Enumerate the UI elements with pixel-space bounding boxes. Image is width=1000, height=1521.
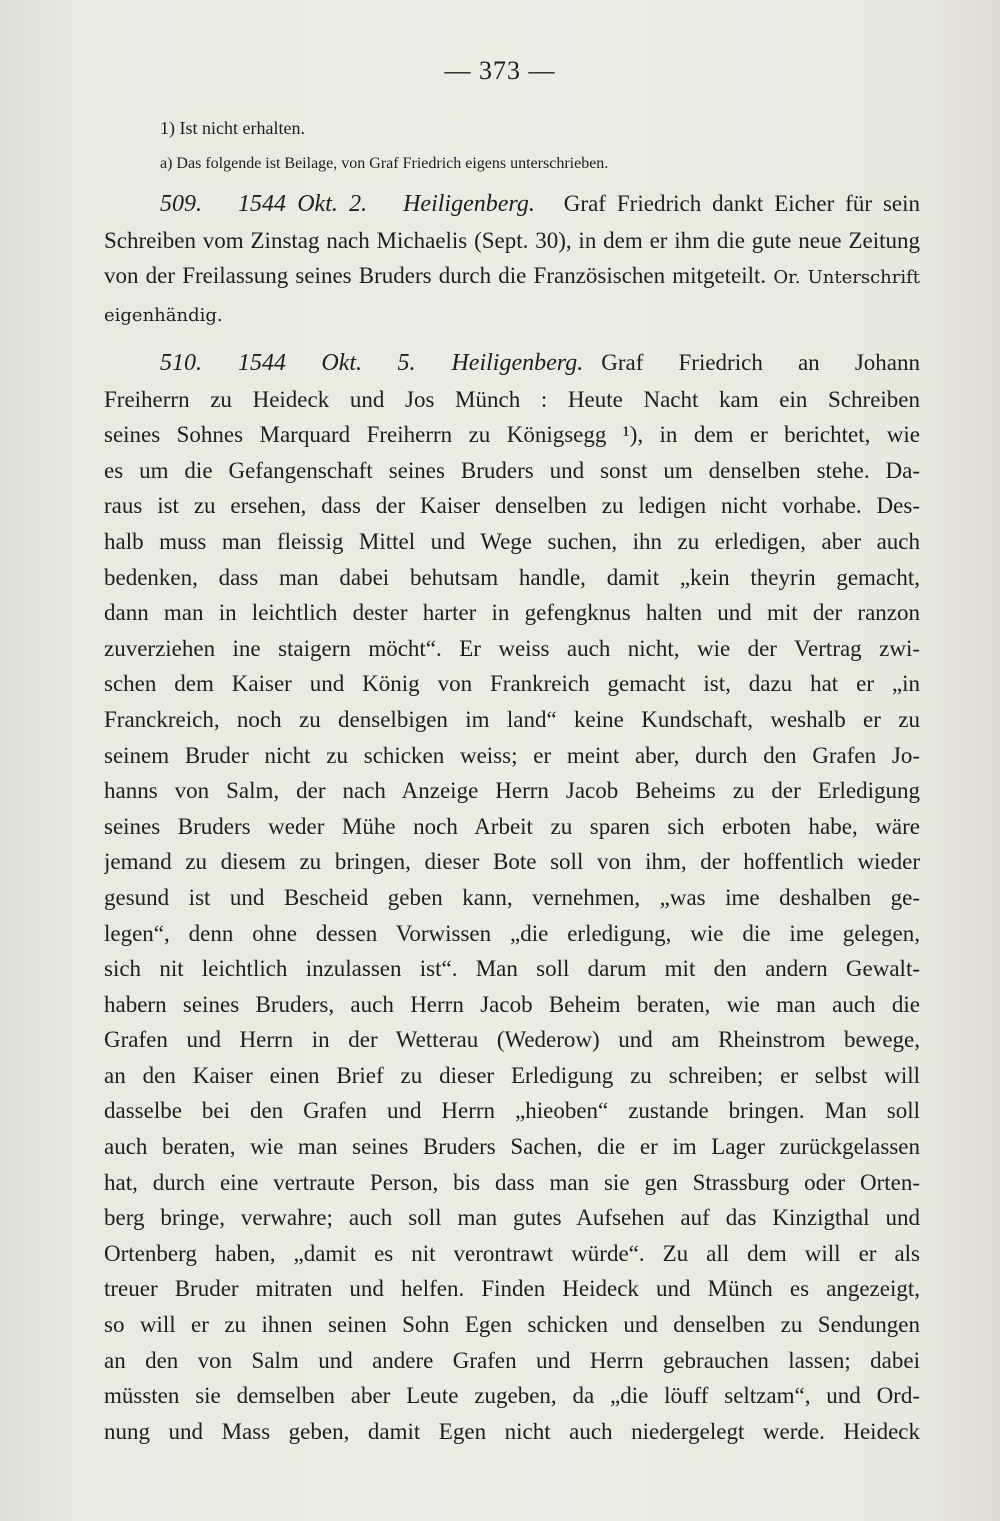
text-line: zuverziehen ine staigern möcht“. Er weiss auch nicht, wie der Vertrag zwi-	[104, 635, 920, 661]
text-line: an den Kaiser einen Brief zu dieser Erledigung zu schreiben; er selbst will	[104, 1062, 920, 1088]
entry-place: Heiligenberg.	[451, 350, 584, 376]
page-number: — 373 —	[444, 56, 556, 85]
entry-510	[104, 345, 920, 1449]
text-line: Franckreich, noch zu denselbigen im land“ keine Kundschaft, weshalb er zu	[104, 706, 920, 732]
entry-number: 510.	[160, 350, 202, 376]
text-line: treuer Bruder mitraten und helfen. Finden Heideck und Münch es angezeigt,	[104, 1276, 920, 1302]
text-line: sich nit leichtlich inzulassen ist“. Man soll darum mit den andern Gewalt-	[104, 956, 920, 982]
text-line: bedenken, dass man dabei behutsam handle, damit „kein theyrin gemacht,	[104, 564, 920, 590]
entry-509	[104, 186, 920, 333]
document-body	[104, 186, 920, 1461]
text-line: hat, durch eine vertraute Person, bis dass man sie gen Strassburg oder Orten-	[104, 1169, 920, 1195]
text-line: Freiherrn zu Heideck und Jos Münch : Heute Nacht kam ein Schreiben	[104, 386, 920, 412]
entry-number: 509.	[160, 191, 202, 217]
entry-place: Heiligenberg.	[403, 191, 535, 217]
text-line: es um die Gefangenschaft seines Bruders und sonst um denselben stehe. Da-	[104, 457, 920, 483]
text-line: berg bringe, verwahre; auch soll man gutes Aufsehen auf das Kinzigthal und	[104, 1205, 920, 1231]
text-line: seines Sohnes Marquard Freiherrn zu Königsegg ¹), in dem er berichtet, wie	[104, 422, 920, 448]
text-line: legen“, denn ohne dessen Vorwissen „die erledigung, wie die ime gelegen,	[104, 920, 920, 946]
text-line: jemand zu diesem zu bringen, dieser Bote soll von ihm, der hoffentlich wieder	[104, 849, 920, 875]
text-line: habern seines Bruders, auch Herrn Jacob Beheim beraten, wie man auch die	[104, 991, 920, 1017]
footnote-1: 1) Ist nicht erhalten.	[160, 118, 305, 138]
entry-text: Graf Friedrich an Johann	[601, 350, 920, 375]
text-line: seines Bruders weder Mühe noch Arbeit zu sparen sich erboten habe, wäre	[104, 813, 920, 839]
text-line: halb muss man fleissig Mittel und Wege suchen, ihn zu erledigen, aber auch	[104, 528, 920, 554]
entry-text: Graf Friedrich dankt Eicher für sein Schreiben vom Zinstag nach Michaelis (Sept. 30), in dem er ihm die gute neue Zeitung von der Freilassung seines Bruders durch die Französischen mitgeteilt.	[104, 191, 921, 288]
text-line: Ortenberg haben, „damit es nit verontrawt würde“. Zu all dem will er als	[104, 1240, 920, 1266]
text-line: dann man in leichtlich dester harter in gefengknus halten und mit der ranzon	[104, 600, 920, 626]
text-line: schen dem Kaiser und König von Frankreich gemacht ist, dazu hat er „in	[104, 671, 920, 697]
entry-heading-line	[104, 345, 920, 382]
entry-note: Or. Unterschrift eigenhändig.	[104, 267, 921, 326]
text-line: raus ist zu ersehen, dass der Kaiser denselben zu ledigen nicht vorhabe. Des-	[104, 493, 920, 519]
footnote-a: a) Das folgende ist Beilage, von Graf Friedrich eigens unterschrieben.	[160, 155, 609, 172]
text-line: auch beraten, wie man seines Bruders Sachen, die er im Lager zurückgelassen	[104, 1134, 920, 1160]
text-line: Grafen und Herrn in der Wetterau (Wederow) und am Rheinstrom bewege,	[104, 1027, 920, 1053]
text-line: hanns von Salm, der nach Anzeige Herrn Jacob Beheims zu der Erledigung	[104, 778, 920, 804]
text-line: müssten sie demselben aber Leute zugeben, da „die löuff seltzam“, und Ord-	[104, 1383, 920, 1409]
text-line: so will er zu ihnen seinen Sohn Egen schicken und denselben zu Sendungen	[104, 1312, 920, 1338]
text-line: gesund ist und Bescheid geben kann, vernehmen, „was ime deshalben ge-	[104, 884, 920, 910]
text-line: dasselbe bei den Grafen und Herrn „hieoben“ zustande bringen. Man soll	[104, 1098, 920, 1124]
text-line: seinem Bruder nicht zu schicken weiss; er meint aber, durch den Grafen Jo-	[104, 742, 920, 768]
text-line: an den von Salm und andere Grafen und Herrn gebrauchen lassen; dabei	[104, 1347, 920, 1373]
entry-date: 1544 Okt. 2.	[238, 191, 368, 217]
footnotes	[160, 110, 920, 182]
text-line: nung und Mass geben, damit Egen nicht auch niedergelegt werde. Heideck	[104, 1418, 920, 1444]
entry-date: 1544 Okt. 5.	[238, 350, 416, 376]
